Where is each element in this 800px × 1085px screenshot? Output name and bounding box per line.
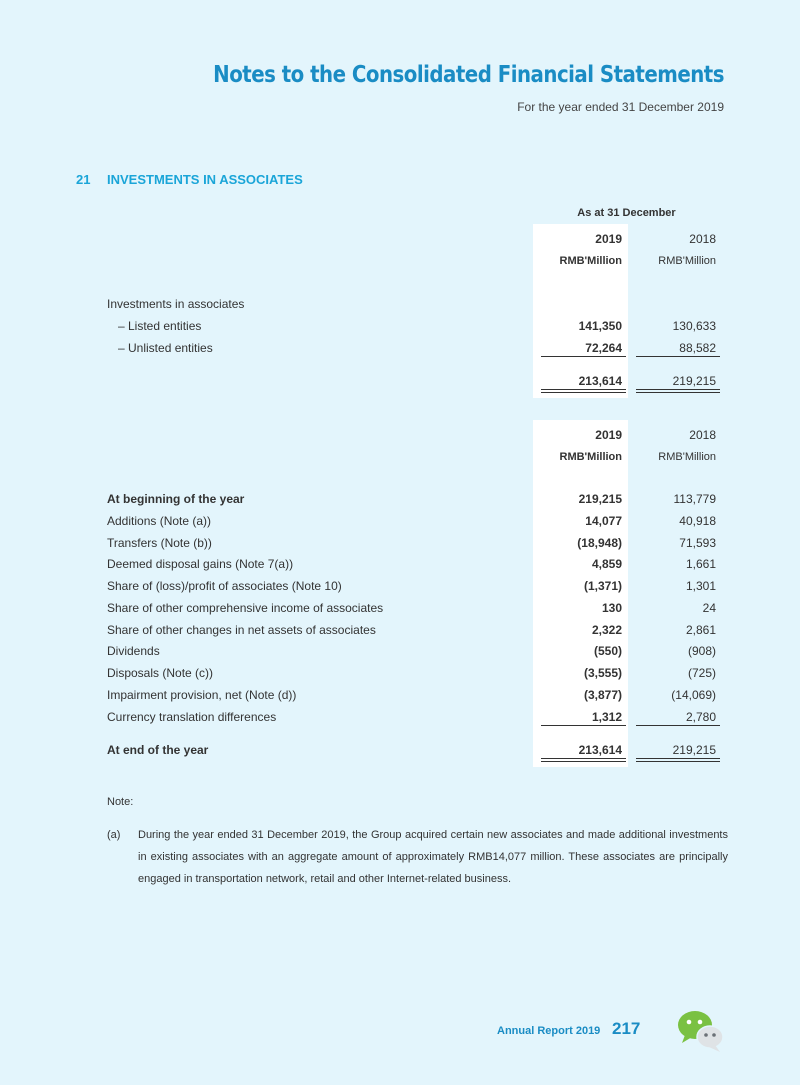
value-2018: 1,661 xyxy=(685,557,716,571)
double-rule xyxy=(541,761,626,762)
page-subtitle: For the year ended 31 December 2019 xyxy=(517,100,724,114)
column-header-2019: 2019 xyxy=(595,232,622,246)
double-rule xyxy=(541,392,626,393)
value-2019: 2,322 xyxy=(591,623,622,637)
row-label: Dividends xyxy=(107,644,160,658)
value-2018: (725) xyxy=(687,666,716,680)
row-label: Share of other changes in net assets of associates xyxy=(107,623,376,637)
section-heading xyxy=(76,172,303,187)
row-label: Impairment provision, net (Note (d)) xyxy=(107,688,297,702)
double-rule xyxy=(636,758,720,759)
note-text: During the year ended 31 December 2019, the Group acquired certain new associates and made additional investments in existing associates with an aggregate amount of approximately RMB14,077 million. These associates are principally engaged in transportation network, retail and other Internet-related business. xyxy=(138,829,728,885)
value-2018: 2,861 xyxy=(685,623,716,637)
value-2019: 130 xyxy=(601,601,622,615)
column-header-2018: 2018 xyxy=(689,428,716,442)
total-2019: 213,614 xyxy=(578,743,622,757)
row-label: Disposals (Note (c)) xyxy=(107,666,214,680)
row-label: Deemed disposal gains (Note 7(a)) xyxy=(107,557,294,571)
double-rule xyxy=(636,761,720,762)
value-2019: (1,371) xyxy=(583,579,622,593)
value-2018: 1,301 xyxy=(685,579,716,593)
double-rule xyxy=(541,389,626,390)
column-unit-2019: RMB'Million xyxy=(559,451,622,463)
subtotal-rule xyxy=(541,356,626,357)
value-2019: 141,350 xyxy=(578,319,622,333)
row-label: Additions (Note (a)) xyxy=(107,514,212,528)
value-2019: (3,877) xyxy=(583,688,622,702)
value-2018: 130,633 xyxy=(672,319,716,333)
row-label: At beginning of the year xyxy=(107,492,245,506)
total-2019: 213,614 xyxy=(578,374,622,388)
row-label: At end of the year xyxy=(107,743,209,757)
value-2018: 113,779 xyxy=(673,492,716,506)
row-label: Transfers (Note (b)) xyxy=(107,536,212,550)
value-2018: 40,918 xyxy=(679,514,716,528)
column-unit-2019: RMB'Million xyxy=(559,255,622,267)
value-2019: 14,077 xyxy=(585,514,622,528)
highlight-column-2019 xyxy=(533,224,628,398)
table1-heading: Investments in associates xyxy=(107,297,245,311)
value-2019: 72,264 xyxy=(585,341,622,355)
double-rule xyxy=(636,389,720,390)
page-title: Notes to the Consolidated Financial Statements xyxy=(213,62,724,88)
total-2018: 219,215 xyxy=(672,374,716,388)
value-2018: 24 xyxy=(702,601,716,615)
subtotal-rule xyxy=(636,725,720,726)
column-unit-2018: RMB'Million xyxy=(658,451,716,463)
note-label: Note: xyxy=(107,796,134,808)
column-header-2019: 2019 xyxy=(595,428,622,442)
value-2018: 71,593 xyxy=(679,536,716,550)
total-2018: 219,215 xyxy=(672,743,716,757)
value-2019: 219,215 xyxy=(578,492,622,506)
footer-label: Annual Report 2019 xyxy=(497,1025,601,1037)
row-label: Share of other comprehensive income of associates xyxy=(107,601,384,615)
value-2018: 88,582 xyxy=(679,341,716,355)
column-group-header: As at 31 December xyxy=(577,207,676,219)
section-number: 21 xyxy=(76,172,91,187)
value-2018: 2,780 xyxy=(685,710,716,724)
subtotal-rule xyxy=(541,725,626,726)
value-2018: (14,069) xyxy=(671,688,716,702)
note-marker: (a) xyxy=(107,829,121,841)
value-2019: (18,948) xyxy=(577,536,622,550)
double-rule xyxy=(636,392,720,393)
value-2019: 1,312 xyxy=(591,710,622,724)
double-rule xyxy=(541,758,626,759)
value-2019: 4,859 xyxy=(591,557,622,571)
row-label: – Unlisted entities xyxy=(118,341,213,355)
value-2019: (550) xyxy=(593,644,622,658)
row-label: Share of (loss)/profit of associates (Note 10) xyxy=(107,579,342,593)
value-2018: (908) xyxy=(687,644,716,658)
page-number: 217 xyxy=(612,1019,641,1038)
row-label: – Listed entities xyxy=(118,319,202,333)
wechat-logo-icon xyxy=(676,1008,724,1054)
subtotal-rule xyxy=(636,356,720,357)
row-label: Currency translation differences xyxy=(107,710,277,724)
value-2019: (3,555) xyxy=(583,666,622,680)
section-title: INVESTMENTS IN ASSOCIATES xyxy=(107,172,303,187)
column-unit-2018: RMB'Million xyxy=(658,255,716,267)
column-header-2018: 2018 xyxy=(689,232,716,246)
